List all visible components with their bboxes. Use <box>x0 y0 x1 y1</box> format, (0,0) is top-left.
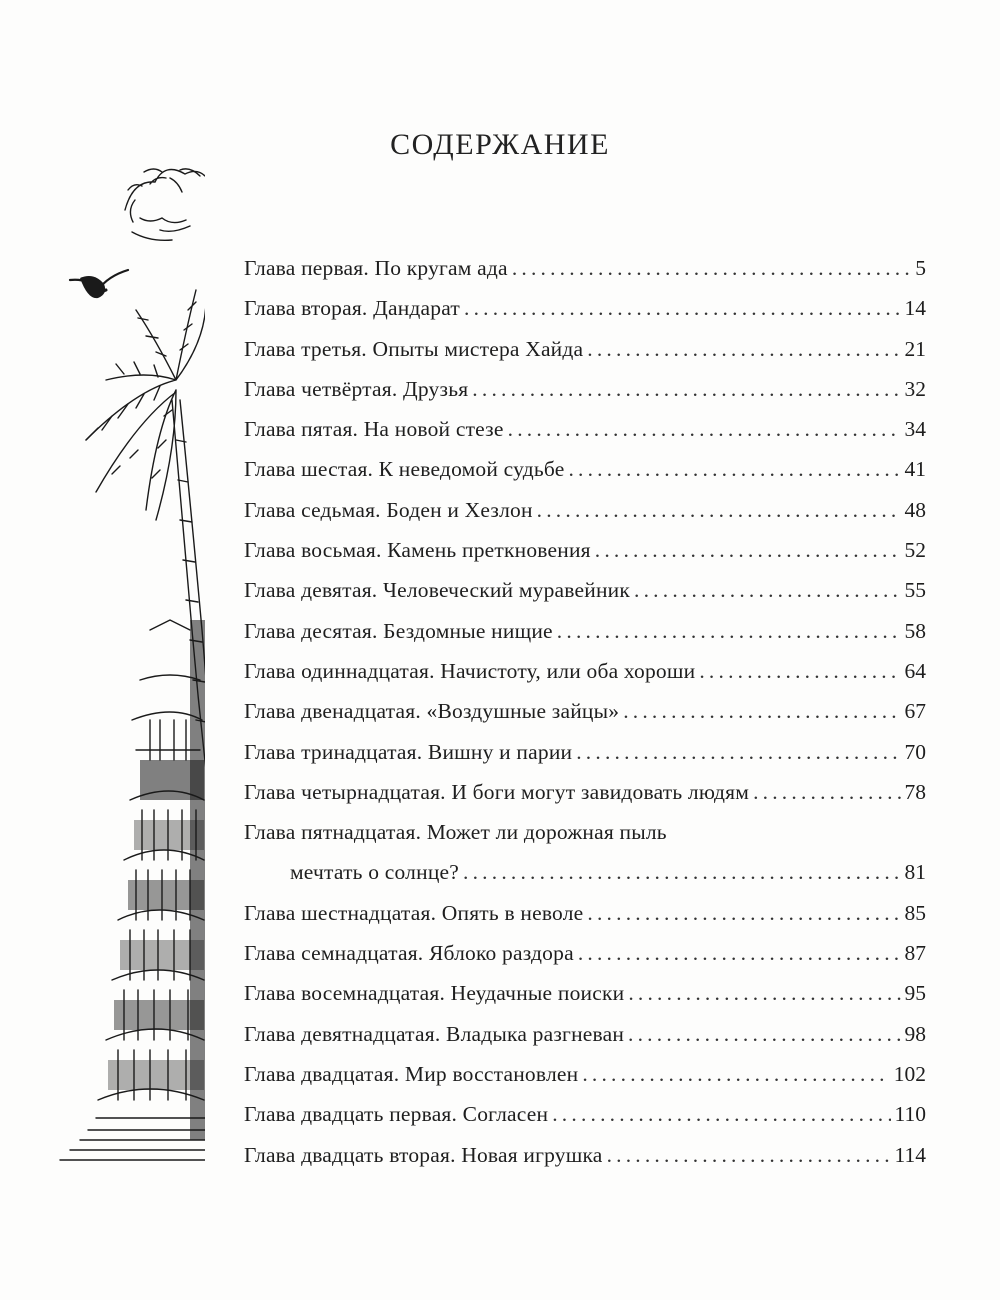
toc-entry-page: 64 <box>904 658 926 683</box>
toc-entry[interactable] <box>244 530 926 570</box>
toc-entry[interactable] <box>244 933 926 973</box>
toc-leader-dots <box>628 1014 900 1054</box>
toc-leader-dots <box>587 329 900 369</box>
toc-entry-page: 21 <box>904 336 926 361</box>
toc-entry[interactable] <box>244 651 926 691</box>
toc-entry-label: Глава восемнадцатая. Неудачные поиски <box>244 981 625 1006</box>
toc-entry-label: Глава четырнадцатая. И боги могут завидовать людям <box>244 779 750 804</box>
toc-entry[interactable] <box>244 1014 926 1054</box>
toc-entry-page: 34 <box>904 417 926 442</box>
toc-entry-label: Глава двадцать вторая. Новая игрушка <box>244 1142 603 1167</box>
toc-entry-page: 85 <box>904 900 926 925</box>
toc-entry[interactable] <box>244 329 926 369</box>
toc-leader-dots <box>512 248 911 288</box>
toc-entry-label: Глава восьмая. Камень преткновения <box>244 538 591 563</box>
toc-entry-label: Глава двадцать первая. Согласен <box>244 1102 549 1127</box>
toc-entry[interactable] <box>244 893 926 933</box>
toc-entry-label: Глава третья. Опыты мистера Хайда <box>244 336 584 361</box>
toc-entry[interactable] <box>244 772 926 812</box>
toc-entry-page: 14 <box>904 296 926 321</box>
toc-leader-dots <box>508 409 901 449</box>
toc-entry[interactable] <box>244 288 926 328</box>
toc-entry-page: 70 <box>904 739 926 764</box>
toc-entry[interactable] <box>244 248 926 288</box>
toc-entry-label: Глава девятая. Человеческий муравейник <box>244 578 631 603</box>
toc-leader-dots <box>552 1094 890 1134</box>
toc-entry-label: Глава пятнадцатая. Может ли дорожная пыль <box>244 820 667 845</box>
toc-entry[interactable] <box>244 611 926 651</box>
toc-entry[interactable] <box>244 1135 926 1175</box>
toc-entry-label: Глава первая. По кругам ада <box>244 256 508 280</box>
toc-entry-label: Глава пятая. На новой стезе <box>244 417 504 442</box>
toc-leader-dots <box>472 369 900 409</box>
toc-entry-label: Глава девятнадцатая. Владыка разгневан <box>244 1021 625 1046</box>
toc-entry-page: 95 <box>904 981 926 1006</box>
toc-entry-label: Глава шестнадцатая. Опять в неволе <box>244 900 584 925</box>
toc-entry-page: 78 <box>904 779 926 804</box>
toc-leader-dots <box>578 933 901 973</box>
toc-entry-label: Глава вторая. Дандарат <box>244 296 461 321</box>
toc-leader-dots <box>537 490 901 530</box>
toc-entry-page: 55 <box>904 578 926 603</box>
toc-entry-page: 98 <box>904 1021 926 1046</box>
toc-entry-page: 32 <box>904 376 926 401</box>
toc-entry-page: 58 <box>904 618 926 643</box>
toc-leader-dots <box>607 1135 891 1175</box>
toc-entry-page: 41 <box>904 457 926 482</box>
toc-leader-dots <box>576 732 900 772</box>
toc-entry[interactable] <box>244 490 926 530</box>
toc-entry-first-line[interactable] <box>244 812 926 852</box>
toc-entry-label: Глава одиннадцатая. Начистоту, или оба хороши <box>244 658 696 683</box>
toc-entry[interactable] <box>244 1054 926 1094</box>
toc-entry-page: 52 <box>904 538 926 563</box>
toc-entry-label: Глава шестая. К неведомой судьбе <box>244 457 565 482</box>
toc-entry-page: 110 <box>894 1102 926 1127</box>
toc-entry-continuation[interactable] <box>244 852 926 892</box>
toc-entry-label: Глава тринадцатая. Вишну и парии <box>244 739 573 764</box>
toc-leader-dots <box>582 1054 889 1094</box>
toc-entry-page: 48 <box>904 497 926 522</box>
toc-entry-page: 102 <box>893 1061 926 1086</box>
toc-entry-label: Глава седьмая. Боден и Хезлон <box>244 497 533 522</box>
toc-entry[interactable] <box>244 449 926 489</box>
toc-entry-label: Глава семнадцатая. Яблоко раздора <box>244 941 574 966</box>
toc-leader-dots <box>634 570 900 610</box>
toc-entry-page: 67 <box>904 699 926 724</box>
toc-entry[interactable] <box>244 1094 926 1134</box>
toc-leader-dots <box>464 288 900 328</box>
toc-entry-label: Глава двадцатая. Мир восстановлен <box>244 1061 579 1086</box>
toc-leader-dots <box>753 772 900 812</box>
toc-entry-label: Глава четвёртая. Друзья <box>244 376 469 401</box>
toc-leader-dots <box>623 691 900 731</box>
toc-entry[interactable] <box>244 973 926 1013</box>
toc-entry-label: Глава двенадцатая. «Воздушные зайцы» <box>244 699 620 724</box>
toc-entry-label-continuation: мечтать о солнце? <box>290 860 460 885</box>
toc-entry-page: 5 <box>915 256 926 280</box>
toc-leader-dots <box>557 611 901 651</box>
toc-entry-page: 87 <box>904 941 926 966</box>
toc-entry-page: 114 <box>894 1142 926 1167</box>
toc-entry[interactable] <box>244 409 926 449</box>
toc-entry-label: Глава десятая. Бездомные нищие <box>244 618 553 643</box>
toc-leader-dots <box>568 449 900 489</box>
toc-entry-page: 81 <box>904 860 926 885</box>
toc-entry[interactable] <box>244 732 926 772</box>
toc-leader-dots <box>699 651 900 691</box>
palm-pagoda-illustration <box>40 160 205 1170</box>
toc-leader-dots <box>587 893 900 933</box>
toc-entry[interactable] <box>244 570 926 610</box>
toc-leader-dots <box>463 852 900 892</box>
toc-entry[interactable] <box>244 369 926 409</box>
page-title: СОДЕРЖАНИЕ <box>390 128 610 161</box>
table-of-contents <box>244 248 926 1175</box>
toc-entry[interactable] <box>244 691 926 731</box>
toc-leader-dots <box>628 973 900 1013</box>
toc-leader-dots <box>595 530 901 570</box>
